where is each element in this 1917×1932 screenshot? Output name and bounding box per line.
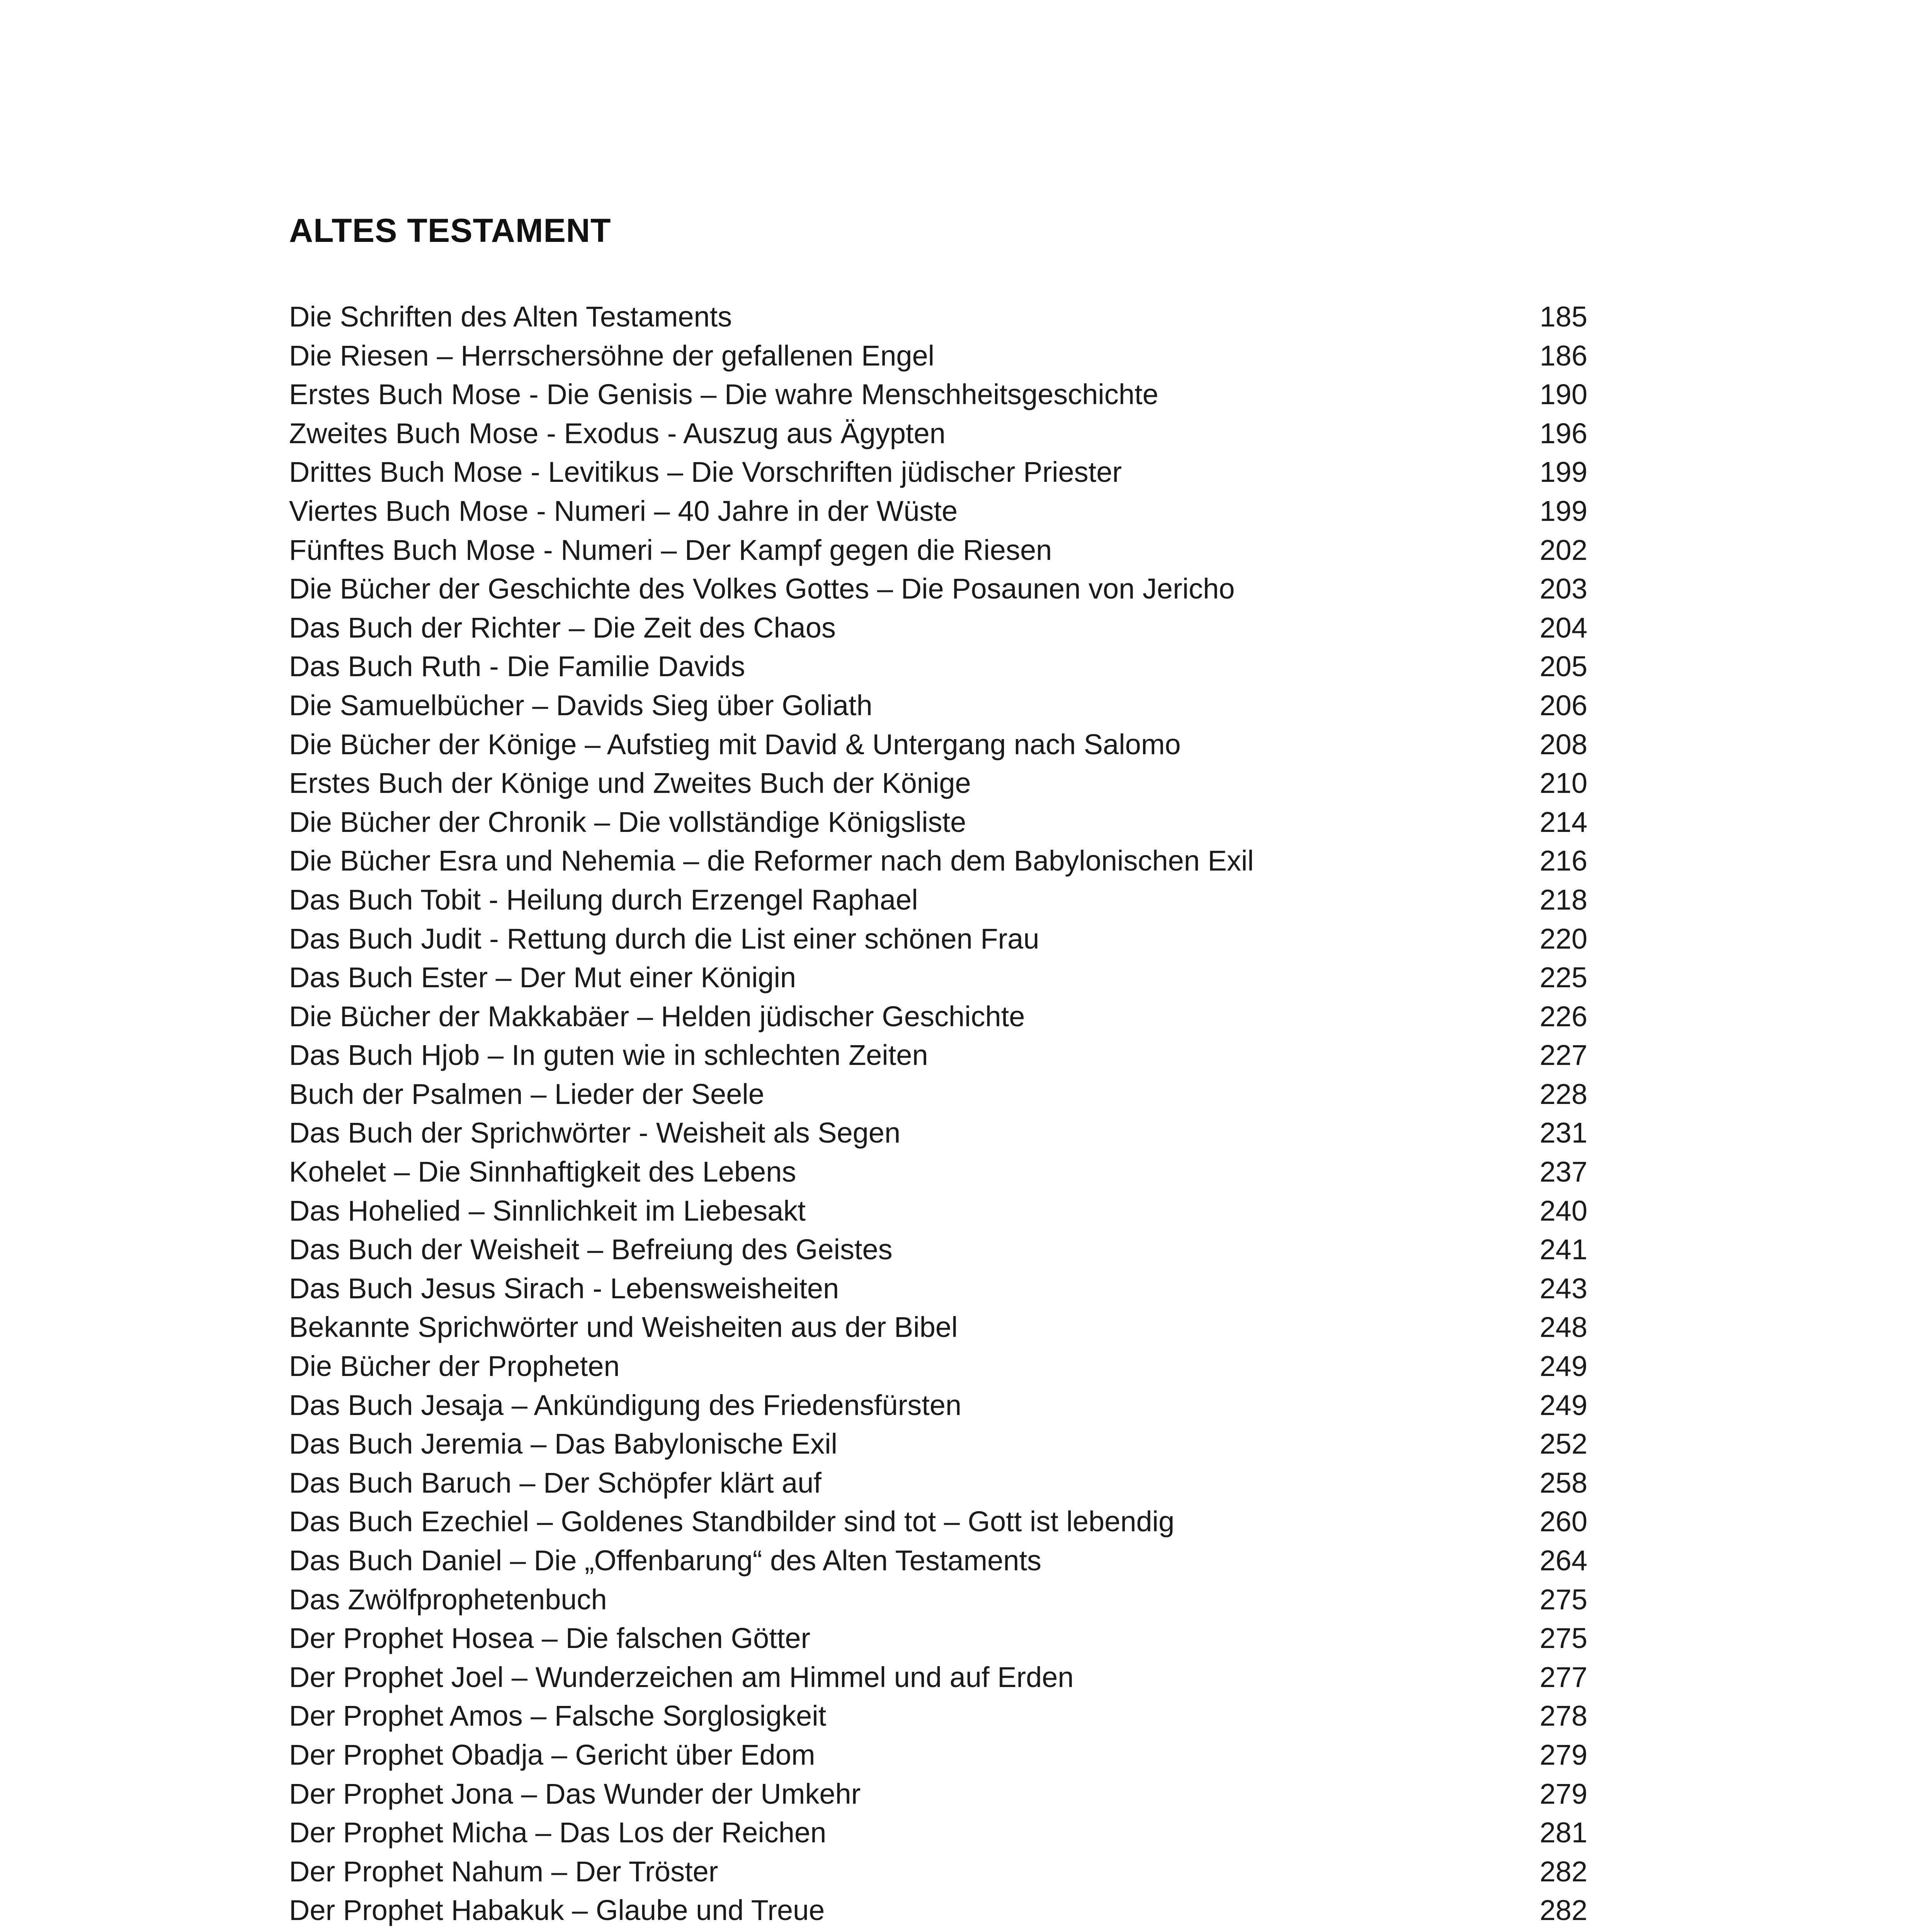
toc-entry-page: 258 (1539, 1466, 1587, 1499)
toc-entry (289, 414, 1587, 453)
toc-entry-title: Das Buch Hjob – In guten wie in schlechten Zeiten (289, 1039, 928, 1071)
toc-entry-title: Der Prophet Jona – Das Wunder der Umkehr (289, 1777, 861, 1810)
toc-entry (289, 1580, 1587, 1619)
toc-entry-title: Der Prophet Amos – Falsche Sorglosigkeit (289, 1700, 827, 1732)
toc-entry (289, 997, 1587, 1036)
toc-entry-page: 190 (1539, 378, 1587, 411)
toc-entry (289, 1775, 1587, 1814)
toc-entry (289, 1114, 1587, 1153)
toc-entry-title: Erstes Buch Mose - Die Genisis – Die wahre Menschheitsgeschichte (289, 378, 1158, 411)
toc-entry-page: 231 (1539, 1117, 1587, 1149)
toc-entry-page: 214 (1539, 806, 1587, 838)
toc-entry-page: 249 (1539, 1350, 1587, 1383)
toc-entry-title: Das Zwölfprophetenbuch (289, 1583, 607, 1616)
toc-entry-title: Der Prophet Joel – Wunderzeichen am Himmel und auf Erden (289, 1661, 1074, 1693)
toc-entry-page: 208 (1539, 728, 1587, 760)
toc-entry-page: 218 (1539, 883, 1587, 916)
section-heading: ALTES TESTAMENT (289, 212, 611, 249)
toc-entry-title: Die Bücher der Propheten (289, 1350, 620, 1383)
toc-entry-page: 204 (1539, 611, 1587, 644)
toc-entry-title: Die Riesen – Herrschersöhne der gefallenen Engel (289, 339, 935, 372)
toc-entry-page: 205 (1539, 650, 1587, 683)
toc-entry-page: 220 (1539, 922, 1587, 955)
toc-entry-page: 282 (1539, 1855, 1587, 1888)
toc-entry-page: 210 (1539, 767, 1587, 799)
toc-entry-page: 196 (1539, 417, 1587, 449)
toc-entry-page: 277 (1539, 1661, 1587, 1693)
toc-entry-page: 199 (1539, 456, 1587, 488)
toc-entry (289, 686, 1587, 725)
toc-entry (289, 375, 1587, 414)
toc-entry-page: 202 (1539, 534, 1587, 566)
toc-entry (289, 881, 1587, 920)
toc-entry-title: Das Buch Jesus Sirach - Lebensweisheiten (289, 1272, 839, 1304)
toc-entry-title: Das Buch Ruth - Die Familie Davids (289, 650, 745, 683)
toc-entry-page: 248 (1539, 1311, 1587, 1344)
toc-entry (289, 803, 1587, 842)
toc-entry-page: 240 (1539, 1194, 1587, 1227)
toc-entry-title: Das Buch Baruch – Der Schöpfer klärt auf (289, 1466, 822, 1499)
toc-entry-page: 225 (1539, 961, 1587, 994)
toc-entry-title: Das Buch Judit - Rettung durch die List einer schönen Frau (289, 922, 1039, 955)
toc-entry-page: 252 (1539, 1428, 1587, 1460)
toc-entry (289, 958, 1587, 997)
toc-entry-title: Zweites Buch Mose - Exodus - Auszug aus Ägypten (289, 417, 946, 449)
toc-entry-title: Der Prophet Hosea – Die falschen Götter (289, 1622, 811, 1655)
toc-entry (289, 764, 1587, 803)
toc-entry-title: Die Bücher der Geschichte des Volkes Gottes – Die Posaunen von Jericho (289, 573, 1235, 605)
toc-entry-page: 241 (1539, 1233, 1587, 1266)
toc-entry-page: 275 (1539, 1622, 1587, 1655)
toc-entry (289, 1813, 1587, 1852)
toc-entry-page: 260 (1539, 1505, 1587, 1538)
toc-entry-title: Der Prophet Micha – Das Los der Reichen (289, 1816, 827, 1849)
toc-entry-page: 206 (1539, 689, 1587, 721)
toc-entry (289, 1192, 1587, 1231)
toc-entry-title: Die Bücher Esra und Nehemia – die Reformer nach dem Babylonischen Exil (289, 845, 1254, 877)
toc-entry (289, 1269, 1587, 1308)
toc-entry (289, 531, 1587, 570)
toc-entry (289, 842, 1587, 881)
toc-entry-title: Die Schriften des Alten Testaments (289, 301, 732, 333)
toc-entry-page: 275 (1539, 1583, 1587, 1616)
toc-entry (289, 1891, 1587, 1930)
toc-entry (289, 1425, 1587, 1464)
toc-entry-title: Das Buch der Sprichwörter - Weisheit als Segen (289, 1117, 901, 1149)
toc-entry-page: 279 (1539, 1777, 1587, 1810)
toc-entry (289, 1347, 1587, 1386)
toc-entry (289, 920, 1587, 959)
toc-entry (289, 337, 1587, 376)
toc-entry-title: Bekannte Sprichwörter und Weisheiten aus der Bibel (289, 1311, 958, 1344)
toc-entry (289, 725, 1587, 764)
toc-entry (289, 453, 1587, 492)
toc-entry-title: Kohelet – Die Sinnhaftigkeit des Lebens (289, 1156, 796, 1188)
toc-entry-title: Die Bücher der Makkabäer – Helden jüdischer Geschichte (289, 1000, 1025, 1032)
toc-entry-title: Das Buch Ester – Der Mut einer Königin (289, 961, 796, 994)
toc-entry-title: Das Buch der Weisheit – Befreiung des Geistes (289, 1233, 893, 1266)
toc-entry-title: Das Hohelied – Sinnlichkeit im Liebesakt (289, 1194, 806, 1227)
toc-entry-page: 185 (1539, 301, 1587, 333)
toc-entry (289, 609, 1587, 648)
toc-entry-title: Der Prophet Habakuk – Glaube und Treue (289, 1894, 825, 1927)
toc-entry-title: Die Bücher der Könige – Aufstieg mit David & Untergang nach Salomo (289, 728, 1181, 760)
toc-entry-title: Erstes Buch der Könige und Zweites Buch der Könige (289, 767, 971, 799)
toc-entry-title: Das Buch Jesaja – Ankündigung des Friedensfürsten (289, 1389, 962, 1421)
toc-entry-page: 227 (1539, 1039, 1587, 1071)
toc-entry (289, 1930, 1587, 1932)
toc-entry-title: Fünftes Buch Mose - Numeri – Der Kampf gegen die Riesen (289, 534, 1052, 566)
toc-entry-title: Viertes Buch Mose - Numeri – 40 Jahre in der Wüste (289, 495, 958, 527)
toc-entry-page: 237 (1539, 1156, 1587, 1188)
toc-entry (289, 298, 1587, 337)
toc-entry-title: Das Buch Tobit - Heilung durch Erzengel Raphael (289, 883, 918, 916)
toc-entry-title: Der Prophet Obadja – Gericht über Edom (289, 1738, 815, 1771)
toc-entry (289, 1230, 1587, 1269)
toc-entry (289, 492, 1587, 531)
toc-entry-page: 203 (1539, 573, 1587, 605)
toc-entry (289, 1502, 1587, 1541)
table-of-contents (289, 298, 1587, 1932)
toc-entry (289, 1308, 1587, 1347)
toc-entry (289, 647, 1587, 686)
toc-entry-title: Drittes Buch Mose - Levitikus – Die Vorschriften jüdischer Priester (289, 456, 1122, 488)
toc-entry-title: Das Buch Daniel – Die „Offenbarung“ des Alten Testaments (289, 1544, 1042, 1577)
toc-entry-title (289, 1930, 937, 1932)
toc-entry-title: Die Samuelbücher – Davids Sieg über Goliath (289, 689, 873, 721)
toc-entry-title: Buch der Psalmen – Lieder der Seele (289, 1078, 764, 1110)
toc-entry (289, 1036, 1587, 1075)
toc-entry-page: 249 (1539, 1389, 1587, 1421)
toc-entry-title: Das Buch Ezechiel – Goldenes Standbilder sind tot – Gott ist lebendig (289, 1505, 1175, 1538)
toc-entry (289, 1736, 1587, 1775)
toc-entry (289, 1852, 1587, 1891)
toc-entry (289, 1464, 1587, 1503)
toc-entry (289, 1386, 1587, 1425)
toc-entry-title: Der Prophet Nahum – Der Tröster (289, 1855, 718, 1888)
toc-entry-page: 216 (1539, 845, 1587, 877)
toc-entry (289, 1541, 1587, 1580)
toc-entry (289, 570, 1587, 609)
toc-entry-page (1540, 1930, 1587, 1932)
toc-entry-page: 281 (1539, 1816, 1587, 1849)
toc-entry-page: 279 (1539, 1738, 1587, 1771)
toc-entry (289, 1619, 1587, 1658)
toc-entry-page: 243 (1539, 1272, 1587, 1304)
toc-entry-page: 282 (1539, 1894, 1587, 1927)
toc-entry-page: 199 (1539, 495, 1587, 527)
toc-entry-page: 278 (1539, 1700, 1587, 1732)
toc-entry-page: 226 (1539, 1000, 1587, 1032)
toc-entry-page: 228 (1539, 1078, 1587, 1110)
toc-entry (289, 1153, 1587, 1192)
toc-entry-title: Das Buch Jeremia – Das Babylonische Exil (289, 1428, 837, 1460)
toc-entry-title: Die Bücher der Chronik – Die vollständige Königsliste (289, 806, 966, 838)
toc-entry-page: 264 (1539, 1544, 1587, 1577)
toc-entry (289, 1658, 1587, 1697)
toc-entry-title: Das Buch der Richter – Die Zeit des Chaos (289, 611, 836, 644)
toc-entry (289, 1075, 1587, 1114)
toc-entry (289, 1697, 1587, 1736)
toc-entry-page: 186 (1539, 339, 1587, 372)
